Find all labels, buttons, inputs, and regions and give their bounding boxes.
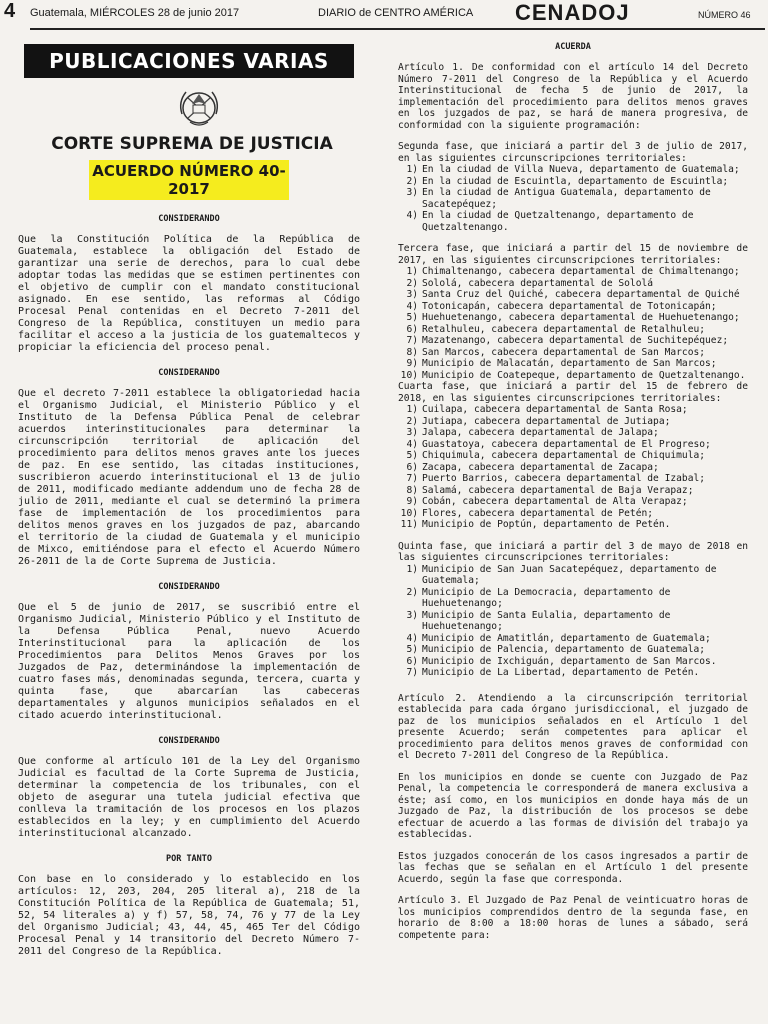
- list-item-text: Municipio de Palencia, departamento de Guatemala;: [422, 644, 706, 655]
- considerando-paragraph-2: Que el decreto 7-2011 establece la obligatoriedad hacia el Organismo Judicial, el Ministerio Público y el Instituto de la Defensa Pública Penal de celebrar acuerdos interinstitucionales para determinar la circunscripción territorial de aplicación del procedimiento para delitos menos graves ante los jueces de paz. En ese sentido, las citadas instituciones, suscribieron acuerdo interinstitucional el 13 de julio de 2011, modificado mediante addendum uno de fecha 28 de julio de 2011, mediante el cual se determinó la primera fase de implementación de los procedimientos para delitos menos graves en los juzgados de paz, abarcando el territorio de la ciudad de Guatemala y el municipio de Mixco, emitiéndose para el efecto el Acuerdo Número 26-2011 de la de Corte Suprema de Justicia.: [18, 388, 360, 567]
- list-item: [398, 278, 748, 290]
- list-item: [398, 439, 748, 451]
- issue-date: Guatemala, MIÉRCOLES 28 de junio 2017: [30, 7, 240, 19]
- list-item-number: 8): [406, 484, 418, 496]
- header-rule: [30, 28, 765, 30]
- list-item-number: 2): [406, 586, 418, 598]
- list-item-number: 11): [400, 519, 418, 530]
- list-item-text: En la ciudad de Escuintla, departamento de Escuintla;: [422, 175, 729, 187]
- list-item: [398, 496, 748, 508]
- list-item-number: 9): [406, 358, 418, 369]
- list-item-number: 3): [406, 609, 418, 621]
- fase-4-list: [398, 404, 748, 531]
- list-item-text: Municipio de La Libertad, departamento de Petén.: [422, 667, 700, 678]
- list-item: [398, 508, 748, 520]
- list-item: [398, 427, 748, 439]
- list-item-text: Municipio de Amatitlán, departamento de Guatemala;: [422, 632, 711, 644]
- list-item: [398, 473, 748, 485]
- list-item: [398, 358, 748, 370]
- newspaper-name: DIARIO de CENTRO AMÉRICA: [318, 7, 474, 19]
- list-item-text: Cobán, cabecera departamental de Alta Verapaz;: [422, 496, 688, 507]
- list-item-number: 10): [400, 507, 418, 519]
- list-item-text: Mazatenango, cabecera departamental de Suchitepéquez;: [422, 335, 729, 346]
- list-item: [398, 416, 748, 428]
- list-item-text: Municipio de Coatepeque, departamento de Quetzaltenango.: [422, 369, 746, 381]
- considerando-paragraph-1: Que la Constitución Política de la República de Guatemala, establece la obligación del Estado de garantizar una serie de derechos, para lo cual debe adoptar todas las medidas que se estimen pertinentes con el objetivo de cumplir con el mandato constitucional asignado. En ese sentido, las reformas al Código Procesal Penal contenidas en el Decreto 7-2011 del Congreso de la República, constituyen un medio para facilitar el acceso a la justicia de los guatemaltecos y propiciar la eficiencia del proceso penal.: [18, 234, 360, 353]
- list-item-number: 1): [406, 404, 418, 415]
- list-item: [398, 404, 748, 416]
- list-item-number: 3): [406, 289, 418, 300]
- list-item-text: En la ciudad de Villa Nueva, departamento de Guatemala;: [422, 164, 740, 175]
- list-item: [398, 176, 748, 188]
- list-item-text: Municipio de Santa Eulalia, departamento de Huehuetenango;: [422, 609, 671, 632]
- list-item-number: 6): [406, 323, 418, 335]
- list-item: [398, 210, 748, 233]
- list-item-number: 4): [406, 210, 418, 221]
- list-item-text: Puerto Barrios, cabecera departamental de Izabal;: [422, 473, 706, 484]
- considerando-paragraph-4: Que conforme al artículo 101 de la Ley del Organismo Judicial es facultad de la Corte Suprema de Justicia, determinar la competencia de los tribunales, con el objeto de asegurar una tutela judicial efectiva que conlleva la tramitación de los procesos en los plazos establecidos en la ley; y en cumplimiento del Acuerdo interinstitucional alcanzado.: [18, 756, 360, 839]
- list-item: [398, 667, 748, 679]
- list-item: [398, 462, 748, 474]
- list-item: [398, 610, 748, 633]
- list-item-text: Cuilapa, cabecera departamental de Santa Rosa;: [422, 404, 688, 415]
- agreement-number: ACUERDO NÚMERO 40-2017: [89, 160, 289, 200]
- list-item-text: Municipio de San Juan Sacatepéquez, departamento de Guatemala;: [422, 563, 717, 586]
- list-item: [398, 335, 748, 347]
- list-item: [398, 519, 748, 531]
- list-item-number: 1): [406, 164, 418, 175]
- list-item: [398, 347, 748, 359]
- list-item-text: Municipio de Poptún, departamento de Petén.: [422, 519, 671, 530]
- list-item-text: Salamá, cabecera departamental de Baja Verapaz;: [422, 484, 694, 496]
- fase-2-list: [398, 164, 748, 233]
- considerando-paragraph-3: Que el 5 de junio de 2017, se suscribió entre el Organismo Judicial, Ministerio Público y el Instituto de la Defensa Pública Penal, nuevo Acuerdo Interinstitucional para la aplicación de los Procedimientos para Delitos Menos Graves por los Juzgados de Paz, determinándose la implementación de cuatro fases más, denominadas segunda, tercera, cuarta y quinta fase, que abarcarían las cabeceras departamentales y algunos municipios señalados en el citado acuerdo interinstitucional.: [18, 602, 360, 721]
- list-item-number: 8): [406, 346, 418, 358]
- considerando-heading-4: CONSIDERANDO: [158, 736, 220, 746]
- page-number: 4: [4, 0, 16, 22]
- list-item: [398, 164, 748, 176]
- list-item-number: 6): [406, 461, 418, 473]
- list-item-text: Flores, cabecera departamental de Petén;: [422, 507, 654, 519]
- por-tanto-heading: POR TANTO: [165, 854, 213, 864]
- list-item-text: Chiquimula, cabecera departamental de Chiquimula;: [422, 450, 706, 461]
- fase-5-intro: Quinta fase, que iniciará a partir del 3 de mayo de 2018 en las siguientes circunscripciones territoriales:: [398, 540, 748, 563]
- list-item-number: 6): [406, 655, 418, 667]
- list-item-number: 1): [406, 563, 418, 575]
- list-item-number: 5): [406, 644, 418, 655]
- list-item-text: Zacapa, cabecera departamental de Zacapa;: [422, 461, 659, 473]
- considerando-heading-3: CONSIDERANDO: [158, 582, 220, 592]
- list-item-number: 4): [406, 438, 418, 450]
- list-item-text: Chimaltenango, cabecera departamental de Chimaltenango;: [422, 266, 740, 277]
- considerando-heading-2: CONSIDERANDO: [158, 368, 220, 378]
- list-item-text: Municipio de La Democracia, departamento de Huehuetenango;: [422, 586, 671, 609]
- list-item-number: 10): [400, 369, 418, 381]
- list-item: [398, 485, 748, 497]
- list-item-text: Jalapa, cabecera departamental de Jalapa;: [422, 427, 659, 438]
- list-item: [398, 289, 748, 301]
- fase-2-intro: Segunda fase, que iniciará a partir del 3 de julio de 2017, en las siguientes circunscripciones territoriales:: [398, 141, 748, 164]
- list-item-number: 1): [406, 266, 418, 277]
- fase-4-intro: Cuarta fase, que iniciará a partir del 15 de febrero de 2018, en las siguientes circunscripciones territoriales:: [398, 381, 748, 404]
- considerando-heading-1: CONSIDERANDO: [158, 214, 220, 224]
- list-item: [398, 656, 748, 668]
- list-item: [398, 633, 748, 645]
- list-item: [398, 370, 748, 382]
- list-item-number: 7): [406, 473, 418, 484]
- list-item-text: En la ciudad de Antigua Guatemala, departamento de Sacatepéquez;: [422, 187, 711, 210]
- list-item-number: 7): [406, 667, 418, 678]
- list-item-number: 9): [406, 496, 418, 507]
- list-item-text: Sololá, cabecera departamental de Sololá: [422, 277, 654, 289]
- left-column: [18, 44, 360, 958]
- list-item: [398, 644, 748, 656]
- list-item: [398, 187, 748, 210]
- list-item-text: Jutiapa, cabecera departamental de Jutiapa;: [422, 415, 671, 427]
- list-item-number: 4): [406, 300, 418, 312]
- coat-of-arms-icon: [174, 84, 224, 128]
- fase-5-list: [398, 564, 748, 679]
- list-item: [398, 564, 748, 587]
- right-column: [398, 42, 748, 941]
- articulo-1: Artículo 1. De conformidad con el artículo 14 del Decreto Número 7-2011 del Congreso de la República y el Acuerdo Interinstitucional de fecha 5 de junio de 2017, la implementación del procedimiento para delitos menos graves en los juzgados de paz, se hará de manera progresiva, de conformidad con la siguiente programación:: [398, 62, 748, 131]
- acuerda-heading: ACUERDA: [555, 42, 591, 52]
- section-banner: PUBLICACIONES VARIAS: [24, 44, 354, 78]
- list-item-number: 7): [406, 335, 418, 346]
- list-item-text: Totonicapán, cabecera departamental de Totonicapán;: [422, 300, 717, 312]
- issue-number: NÚMERO 46: [698, 10, 751, 20]
- articulo-2-paragraph-2: En los municipios en donde se cuente con Juzgado de Paz Penal, la competencia le corresponderá de manera exclusiva a éste; así como, en los municipios en donde haya más de un Juzgado de Paz, la distribución de los procesos se debe efectuar de acuerdo a las formas de división del trabajo ya establecidas.: [398, 771, 748, 840]
- institution-title: CORTE SUPREMA DE JUSTICIA: [51, 134, 333, 154]
- list-item-number: 5): [406, 312, 418, 323]
- list-item-text: Retalhuleu, cabecera departamental de Retalhuleu;: [422, 323, 706, 335]
- list-item-text: Huehuetenango, cabecera departamental de Huehuetenango;: [422, 312, 740, 323]
- articulo-3: Artículo 3. El Juzgado de Paz Penal de veinticuatro horas de los municipios comprendidos dentro de la segunda fase, en horario de 8:00 a 18:00 horas de lunes a sábado, será competente para:: [398, 895, 748, 941]
- list-item-number: 3): [406, 427, 418, 438]
- fase-3-intro: Tercera fase, que iniciará a partir del 15 de noviembre de 2017, en las siguientes circunscripciones territoriales:: [398, 243, 748, 266]
- list-item: [398, 312, 748, 324]
- list-item: [398, 266, 748, 278]
- list-item-text: San Marcos, cabecera departamental de San Marcos;: [422, 346, 706, 358]
- list-item-text: Guastatoya, cabecera departamental de El Progreso;: [422, 438, 711, 450]
- page-header: [0, 0, 768, 36]
- list-item: [398, 324, 748, 336]
- list-item: [398, 301, 748, 313]
- list-item-number: 5): [406, 450, 418, 461]
- articulo-2-paragraph-3: Estos juzgados conocerán de los casos ingresados a partir de las fechas que se señalan en el Artículo 1 del presente Acuerdo, según la fase que corresponda.: [398, 850, 748, 885]
- por-tanto-paragraph: Con base en lo considerado y lo establecido en los artículos: 12, 203, 204, 205 literal a), 218 de la Constitución Política de la República de Guatemala; 51, 52, 54 literales a) y f) 57, 58, 74, 76 y 77 de la Ley del Organismo Judicial; 43, 44, 45, 465 Ter del Código Procesal Penal y 14 transitorio del Decreto Número 7-2011 del Congreso de la República.: [18, 874, 360, 957]
- list-item-number: 2): [406, 415, 418, 427]
- list-item-text: Municipio de Ixchiguán, departamento de San Marcos.: [422, 655, 717, 667]
- list-item-number: 3): [406, 187, 418, 198]
- list-item-text: En la ciudad de Quetzaltenango, departamento de Quetzaltenango.: [422, 210, 694, 233]
- list-item: [398, 587, 748, 610]
- list-item-number: 2): [406, 277, 418, 289]
- fase-3-list: [398, 266, 748, 381]
- list-item: [398, 450, 748, 462]
- list-item-number: 2): [406, 175, 418, 187]
- cenadoj-stamp: CENADOJ: [515, 0, 630, 25]
- list-item-text: Santa Cruz del Quiché, cabecera departamental de Quiché: [422, 289, 740, 300]
- list-item-text: Municipio de Malacatán, departamento de San Marcos;: [422, 358, 717, 369]
- list-item-number: 4): [406, 632, 418, 644]
- articulo-2: Artículo 2. Atendiendo a la circunscripción territorial establecida para cada órgano jurisdiccional, el juzgado de paz de los municipios señalados en el Artículo 1 del presente Acuerdo; serán competentes para aplicar el procedimiento para delitos menos graves de conformidad con el Decreto 7-2011 del Congreso de la República.: [398, 692, 748, 761]
